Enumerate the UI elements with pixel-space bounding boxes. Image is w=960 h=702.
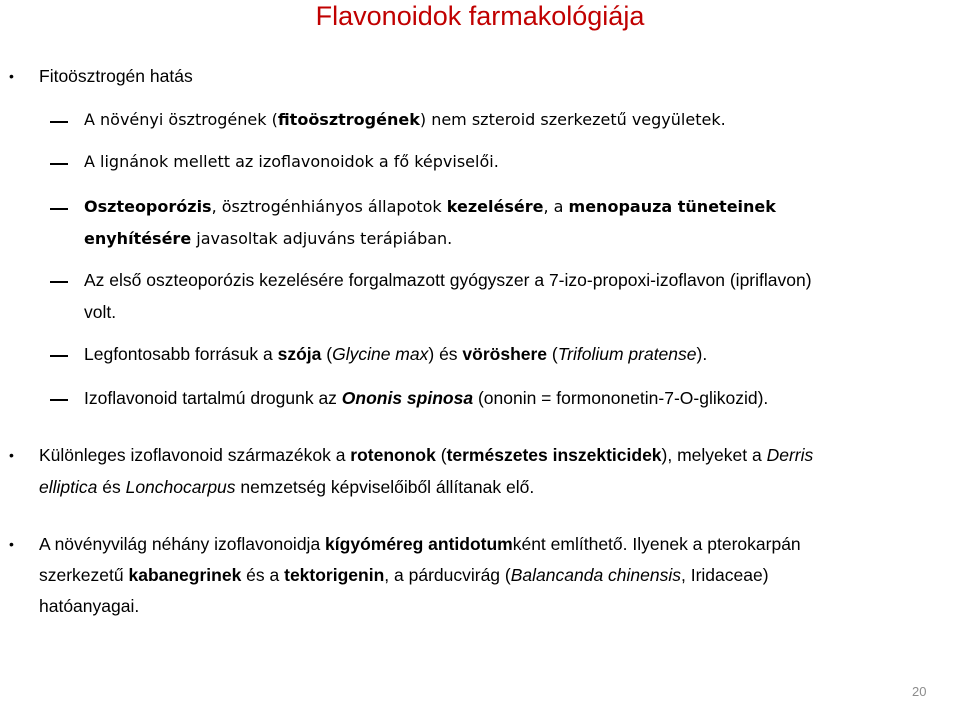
dash-icon — [50, 281, 68, 283]
subitem-ononis: Izoflavonoid tartalmú drogunk az Ononis spinosa (ononin = formononetin-7-O-glikozid). — [84, 388, 769, 408]
subitem-oszteoporozis: Oszteoporózis, ösztrogénhiányos állapotok kezelésére, a menopauza tüneteinek — [84, 197, 776, 216]
dash-icon — [50, 163, 68, 165]
page-number: 20 — [912, 684, 927, 699]
dash-icon — [50, 121, 68, 123]
bullet-rotenonok-cont: elliptica és Lonchocarpus nemzetség képviselőiből állítanak elő. — [39, 477, 535, 497]
title-text: Flavonoidok farmakológiája — [315, 1, 645, 31]
subitem-ipriflavon: Az első oszteoporózis kezelésére forgalmazott gyógyszer a 7-izo-propoxi-izoflavon (ipriflavon) — [84, 270, 812, 290]
bullet-kigyomereg: A növényvilág néhány izoflavonoidja kígyóméreg antidotumként említhető. Ilyenek a pterokarpán — [39, 534, 801, 554]
subitem-oszteoporozis-cont: enyhítésére javasoltak adjuváns terápiában. — [84, 229, 453, 248]
bullet-rotenonok: Különleges izoflavonoid származékok a rotenonok (természetes inszekticidek), melyeket a Derris — [39, 445, 814, 465]
subitem-fitoosztrogenek: A növényi ösztrogének (fitoösztrogének) nem szteroid szerkezetű vegyületek. — [84, 110, 726, 129]
page-title — [0, 1, 960, 32]
subitem-szoja: Legfontosabb forrásuk a szója (Glycine max) és vöröshere (Trifolium pratense). — [84, 344, 708, 364]
bullet-icon: • — [9, 536, 14, 552]
dash-icon — [50, 208, 68, 210]
bullet-fitoosztrogen: Fitoösztrogén hatás — [39, 66, 193, 86]
dash-icon — [50, 399, 68, 401]
bullet-kigyomereg-cont2: hatóanyagai. — [39, 596, 140, 616]
dash-icon — [50, 355, 68, 357]
subitem-lignanok: A lignánok mellett az izoflavonoidok a fő képviselői. — [84, 152, 499, 171]
bullet-icon: • — [9, 68, 14, 84]
bullet-kigyomereg-cont: szerkezetű kabanegrinek és a tektorigenin, a párducvirág (Balancanda chinensis, Iridaceae) — [39, 565, 769, 585]
subitem-ipriflavon-cont: volt. — [84, 302, 117, 322]
bullet-icon: • — [9, 447, 14, 463]
